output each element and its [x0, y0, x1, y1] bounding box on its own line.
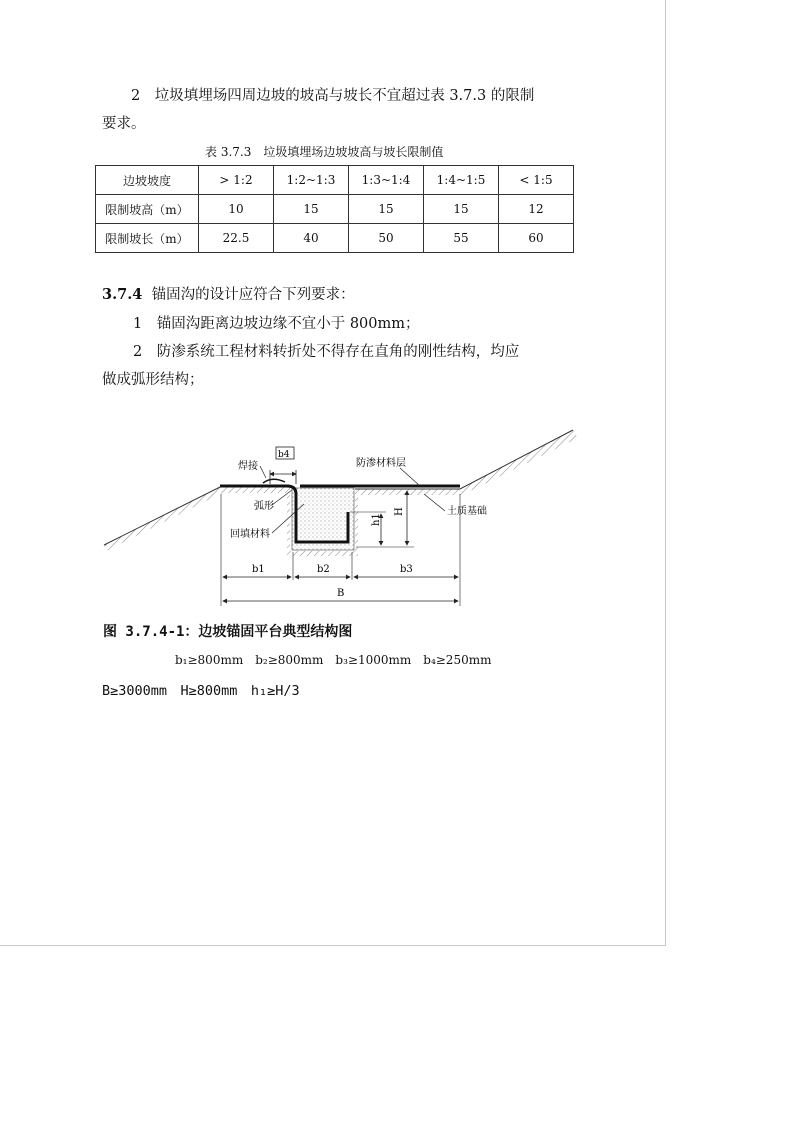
- b1-label: b1: [252, 564, 265, 575]
- weld-label: 焊接: [238, 461, 258, 472]
- table-row: [96, 195, 574, 224]
- b4-label: b4: [278, 450, 290, 460]
- arc-label: 弧形: [254, 501, 274, 512]
- table-cell: 10: [199, 195, 274, 224]
- table-cell: 15: [349, 195, 424, 224]
- table-cell: 22.5: [199, 224, 274, 253]
- table-cell: 15: [424, 195, 499, 224]
- table-cell: 55: [424, 224, 499, 253]
- B-label: B: [337, 588, 345, 599]
- table-header-cell: 边坡坡度: [96, 166, 199, 195]
- table-caption: 表 3.7.3 垃圾填埋场边坡坡高与坡长限制值: [205, 145, 444, 159]
- liner-label: 防渗材料层: [356, 458, 406, 469]
- section-item-2-line-1: 2 防渗系统工程材料转折处不得存在直角的刚性结构，均应: [133, 344, 520, 360]
- figure-caption: 图 3.7.4-1：边坡锚固平台典型结构图: [103, 624, 353, 640]
- table-row: [96, 224, 574, 253]
- table-header-cell: 1:4~1:5: [424, 166, 499, 195]
- table-cell: 限制坡长（m）: [96, 224, 199, 253]
- soil-label: 土质基础: [447, 506, 487, 517]
- table-header-cell: 1:3~1:4: [349, 166, 424, 195]
- b3-label: b3: [400, 564, 413, 575]
- clause-2-line-2: 要求。: [102, 116, 146, 132]
- section-number: 3.7.4: [102, 286, 143, 303]
- figure-dims-line-1: b₁≥800mm b₂≥800mm b₃≥1000mm b₄≥250mm: [175, 653, 492, 667]
- table-cell: 40: [274, 224, 349, 253]
- table-header-cell: 1:2~1:3: [274, 166, 349, 195]
- table-header-row: [96, 166, 574, 195]
- table-cell: 15: [274, 195, 349, 224]
- h1-label: h1: [371, 513, 382, 526]
- H-label: H: [394, 507, 405, 516]
- backfill-label: 回填材料: [230, 529, 270, 540]
- b2-label: b2: [317, 564, 330, 575]
- figure-dims-line-2: B≥3000mm H≥800mm h₁≥H/3: [102, 683, 300, 699]
- table-cell: 50: [349, 224, 424, 253]
- section-item-2-line-2: 做成弧形结构；: [102, 372, 204, 388]
- table-header-cell: < 1:5: [499, 166, 574, 195]
- section-title: 锚固沟的设计应符合下列要求：: [151, 287, 355, 303]
- weld-mark: [263, 479, 285, 483]
- table-cell: 12: [499, 195, 574, 224]
- anchor-trench-diagram: [95, 420, 580, 610]
- table-cell: 限制坡高（m）: [96, 195, 199, 224]
- table-cell: 60: [499, 224, 574, 253]
- section-item-1: 1 锚固沟距离边坡边缘不宜小于 800mm；: [133, 316, 420, 332]
- table-header-cell: > 1:2: [199, 166, 274, 195]
- section-heading: [102, 285, 355, 305]
- limit-table: [95, 165, 574, 253]
- clause-2-line-1: 2 垃圾填埋场四周边坡的坡高与坡长不宜超过表 3.7.3 的限制: [131, 88, 535, 104]
